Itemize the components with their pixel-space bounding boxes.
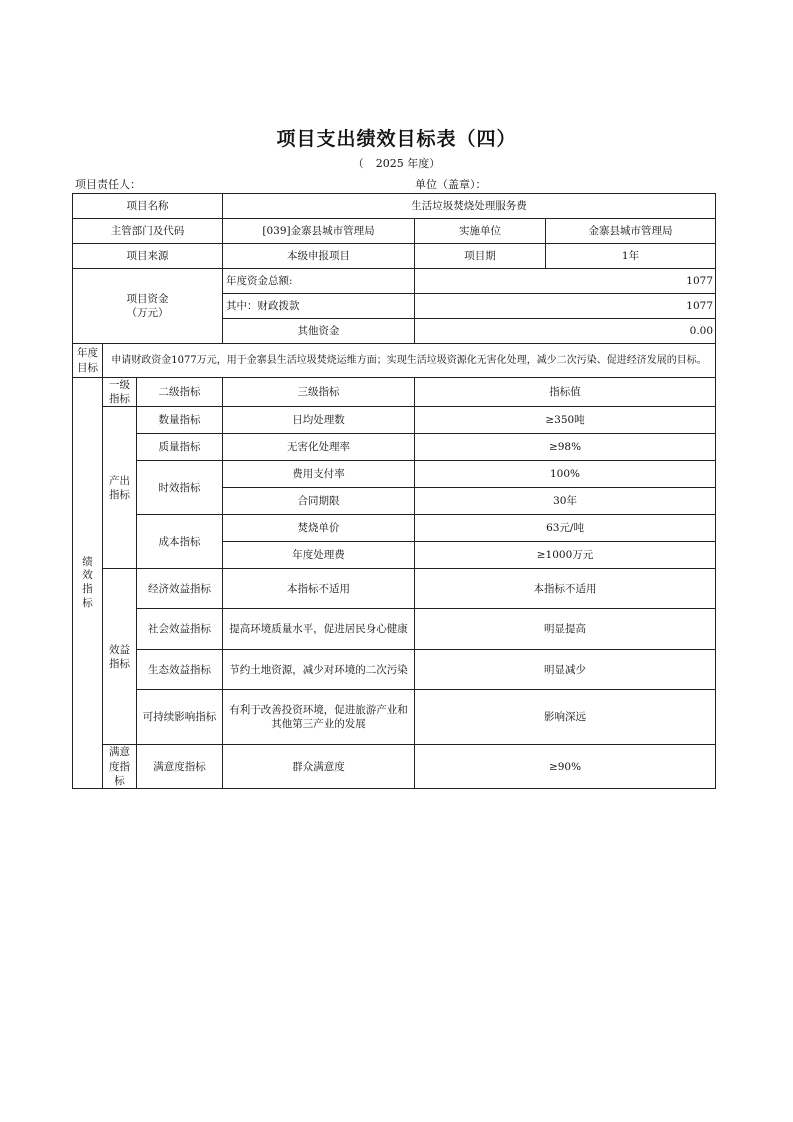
level1-header-line2: 指标 <box>109 393 130 406</box>
level2-header: 二级指标 <box>137 378 223 407</box>
output-label-line2: 指标 <box>109 488 130 501</box>
economic-item: 本指标不适用 <box>223 569 415 609</box>
total-funds-value: 1077 <box>415 269 716 294</box>
year-open: （ <box>352 157 364 170</box>
satisfaction-value: ≥90% <box>415 745 716 789</box>
table-row <box>73 745 716 789</box>
funds-label-line2: （万元） <box>126 307 169 319</box>
performance-indicator-group <box>73 378 103 789</box>
output-label-line1: 产出 <box>109 474 130 487</box>
table-row <box>73 609 716 650</box>
total-funds-label: 年度资金总额: <box>223 269 415 294</box>
benefit-indicator-label <box>103 569 137 745</box>
annual-goal-label-line1: 年度 <box>77 347 98 360</box>
benefit-label-line2: 指标 <box>109 657 130 670</box>
table-row <box>73 219 716 244</box>
source-value: 本级申报项目 <box>223 244 415 269</box>
level1-header <box>103 378 137 407</box>
cost-indicator: 成本指标 <box>137 515 223 569</box>
period-value: 1年 <box>546 244 716 269</box>
output-indicator-label <box>103 407 137 569</box>
annual-goal-label-line2: 目标 <box>77 361 98 374</box>
table-row <box>73 434 716 461</box>
year-value: 2025 年度） <box>375 157 441 170</box>
benefit-label-line1: 效益 <box>109 643 130 656</box>
social-value: 明显提高 <box>415 609 716 650</box>
fiscal-year <box>0 155 793 171</box>
social-indicator: 社会效益指标 <box>137 609 223 650</box>
impl-unit-label: 实施单位 <box>415 219 546 244</box>
sustain-item-line2: 其他第三产业的发展 <box>271 718 366 731</box>
social-item: 提高环境质量水平，促进居民身心健康 <box>223 609 415 650</box>
value-header: 指标值 <box>415 378 716 407</box>
period-label: 项目期 <box>415 244 546 269</box>
eco-value: 明显减少 <box>415 650 716 690</box>
table-row <box>73 515 716 542</box>
table-row <box>73 269 716 294</box>
table-row <box>73 407 716 434</box>
fiscal-funds-value: 1077 <box>415 294 716 319</box>
quantity-indicator: 数量指标 <box>137 407 223 434</box>
page-title: 项目支出绩效目标表（四） <box>276 128 517 150</box>
level1-header-line1: 一级 <box>109 379 130 391</box>
project-name-value: 生活垃圾焚烧处理服务费 <box>223 194 716 219</box>
cost-value-2: ≥1000万元 <box>415 542 716 569</box>
satisfaction-label-line2: 度指 <box>109 760 130 773</box>
table-row <box>73 344 716 378</box>
sustain-value: 影响深远 <box>415 690 716 745</box>
eco-item: 节约土地资源，减少对环境的二次污染 <box>223 650 415 690</box>
time-value-1: 100% <box>415 461 716 488</box>
sustain-indicator: 可持续影响指标 <box>137 690 223 745</box>
responsible-person-label: 项目责任人： <box>75 178 141 191</box>
other-funds-label: 其他资金 <box>223 319 415 344</box>
level3-header: 三级指标 <box>223 378 415 407</box>
time-item-2: 合同期限 <box>223 488 415 515</box>
table-row <box>73 569 716 609</box>
satisfaction-label-line1: 满意 <box>109 746 130 759</box>
dept-label: 主管部门及代码 <box>73 219 223 244</box>
time-value-2: 30年 <box>415 488 716 515</box>
table-row <box>73 650 716 690</box>
annual-goal-text: 申请财政资金1077万元，用于金寨县生活垃圾焚烧运维方面；实现生活垃圾资源化无害化处理，减少二次污染、促进经济发展的目标。 <box>103 344 716 378</box>
performance-indicator-label: 绩效指标 <box>82 555 93 609</box>
quantity-value: ≥350吨 <box>415 407 716 434</box>
cost-item-1: 焚烧单价 <box>223 515 415 542</box>
time-indicator: 时效指标 <box>137 461 223 515</box>
annual-goal-label <box>73 344 103 378</box>
quality-indicator: 质量指标 <box>137 434 223 461</box>
table-row <box>73 244 716 269</box>
satisfaction-item: 群众满意度 <box>223 745 415 789</box>
impl-unit-value: 金寨县城市管理局 <box>546 219 716 244</box>
table-row <box>73 378 716 407</box>
economic-indicator: 经济效益指标 <box>137 569 223 609</box>
sustain-item <box>223 690 415 745</box>
table-row <box>73 690 716 745</box>
satisfaction-level2: 满意度指标 <box>137 745 223 789</box>
funds-label <box>73 269 223 344</box>
cost-value-1: 63元/吨 <box>415 515 716 542</box>
performance-goal-table <box>72 193 716 789</box>
source-label: 项目来源 <box>73 244 223 269</box>
time-item-1: 费用支付率 <box>223 461 415 488</box>
unit-seal-label: 单位（盖章）： <box>415 178 487 191</box>
satisfaction-indicator-label <box>103 745 137 789</box>
funds-label-line1: 项目资金 <box>126 292 169 305</box>
table-row <box>73 461 716 488</box>
quality-value: ≥98% <box>415 434 716 461</box>
fiscal-funds-label: 其中：财政拨款 <box>223 294 415 319</box>
table-row <box>73 194 716 219</box>
dept-value: [039]金寨县城市管理局 <box>223 219 415 244</box>
cost-item-2: 年度处理费 <box>223 542 415 569</box>
satisfaction-label-line3: 标 <box>114 774 125 787</box>
quality-item: 无害化处理率 <box>223 434 415 461</box>
sustain-item-line1: 有利于改善投资环境，促进旅游产业和 <box>229 704 408 717</box>
quantity-item: 日均处理数 <box>223 407 415 434</box>
economic-value: 本指标不适用 <box>415 569 716 609</box>
eco-indicator: 生态效益指标 <box>137 650 223 690</box>
project-name-label: 项目名称 <box>73 194 223 219</box>
other-funds-value: 0.00 <box>415 319 716 344</box>
